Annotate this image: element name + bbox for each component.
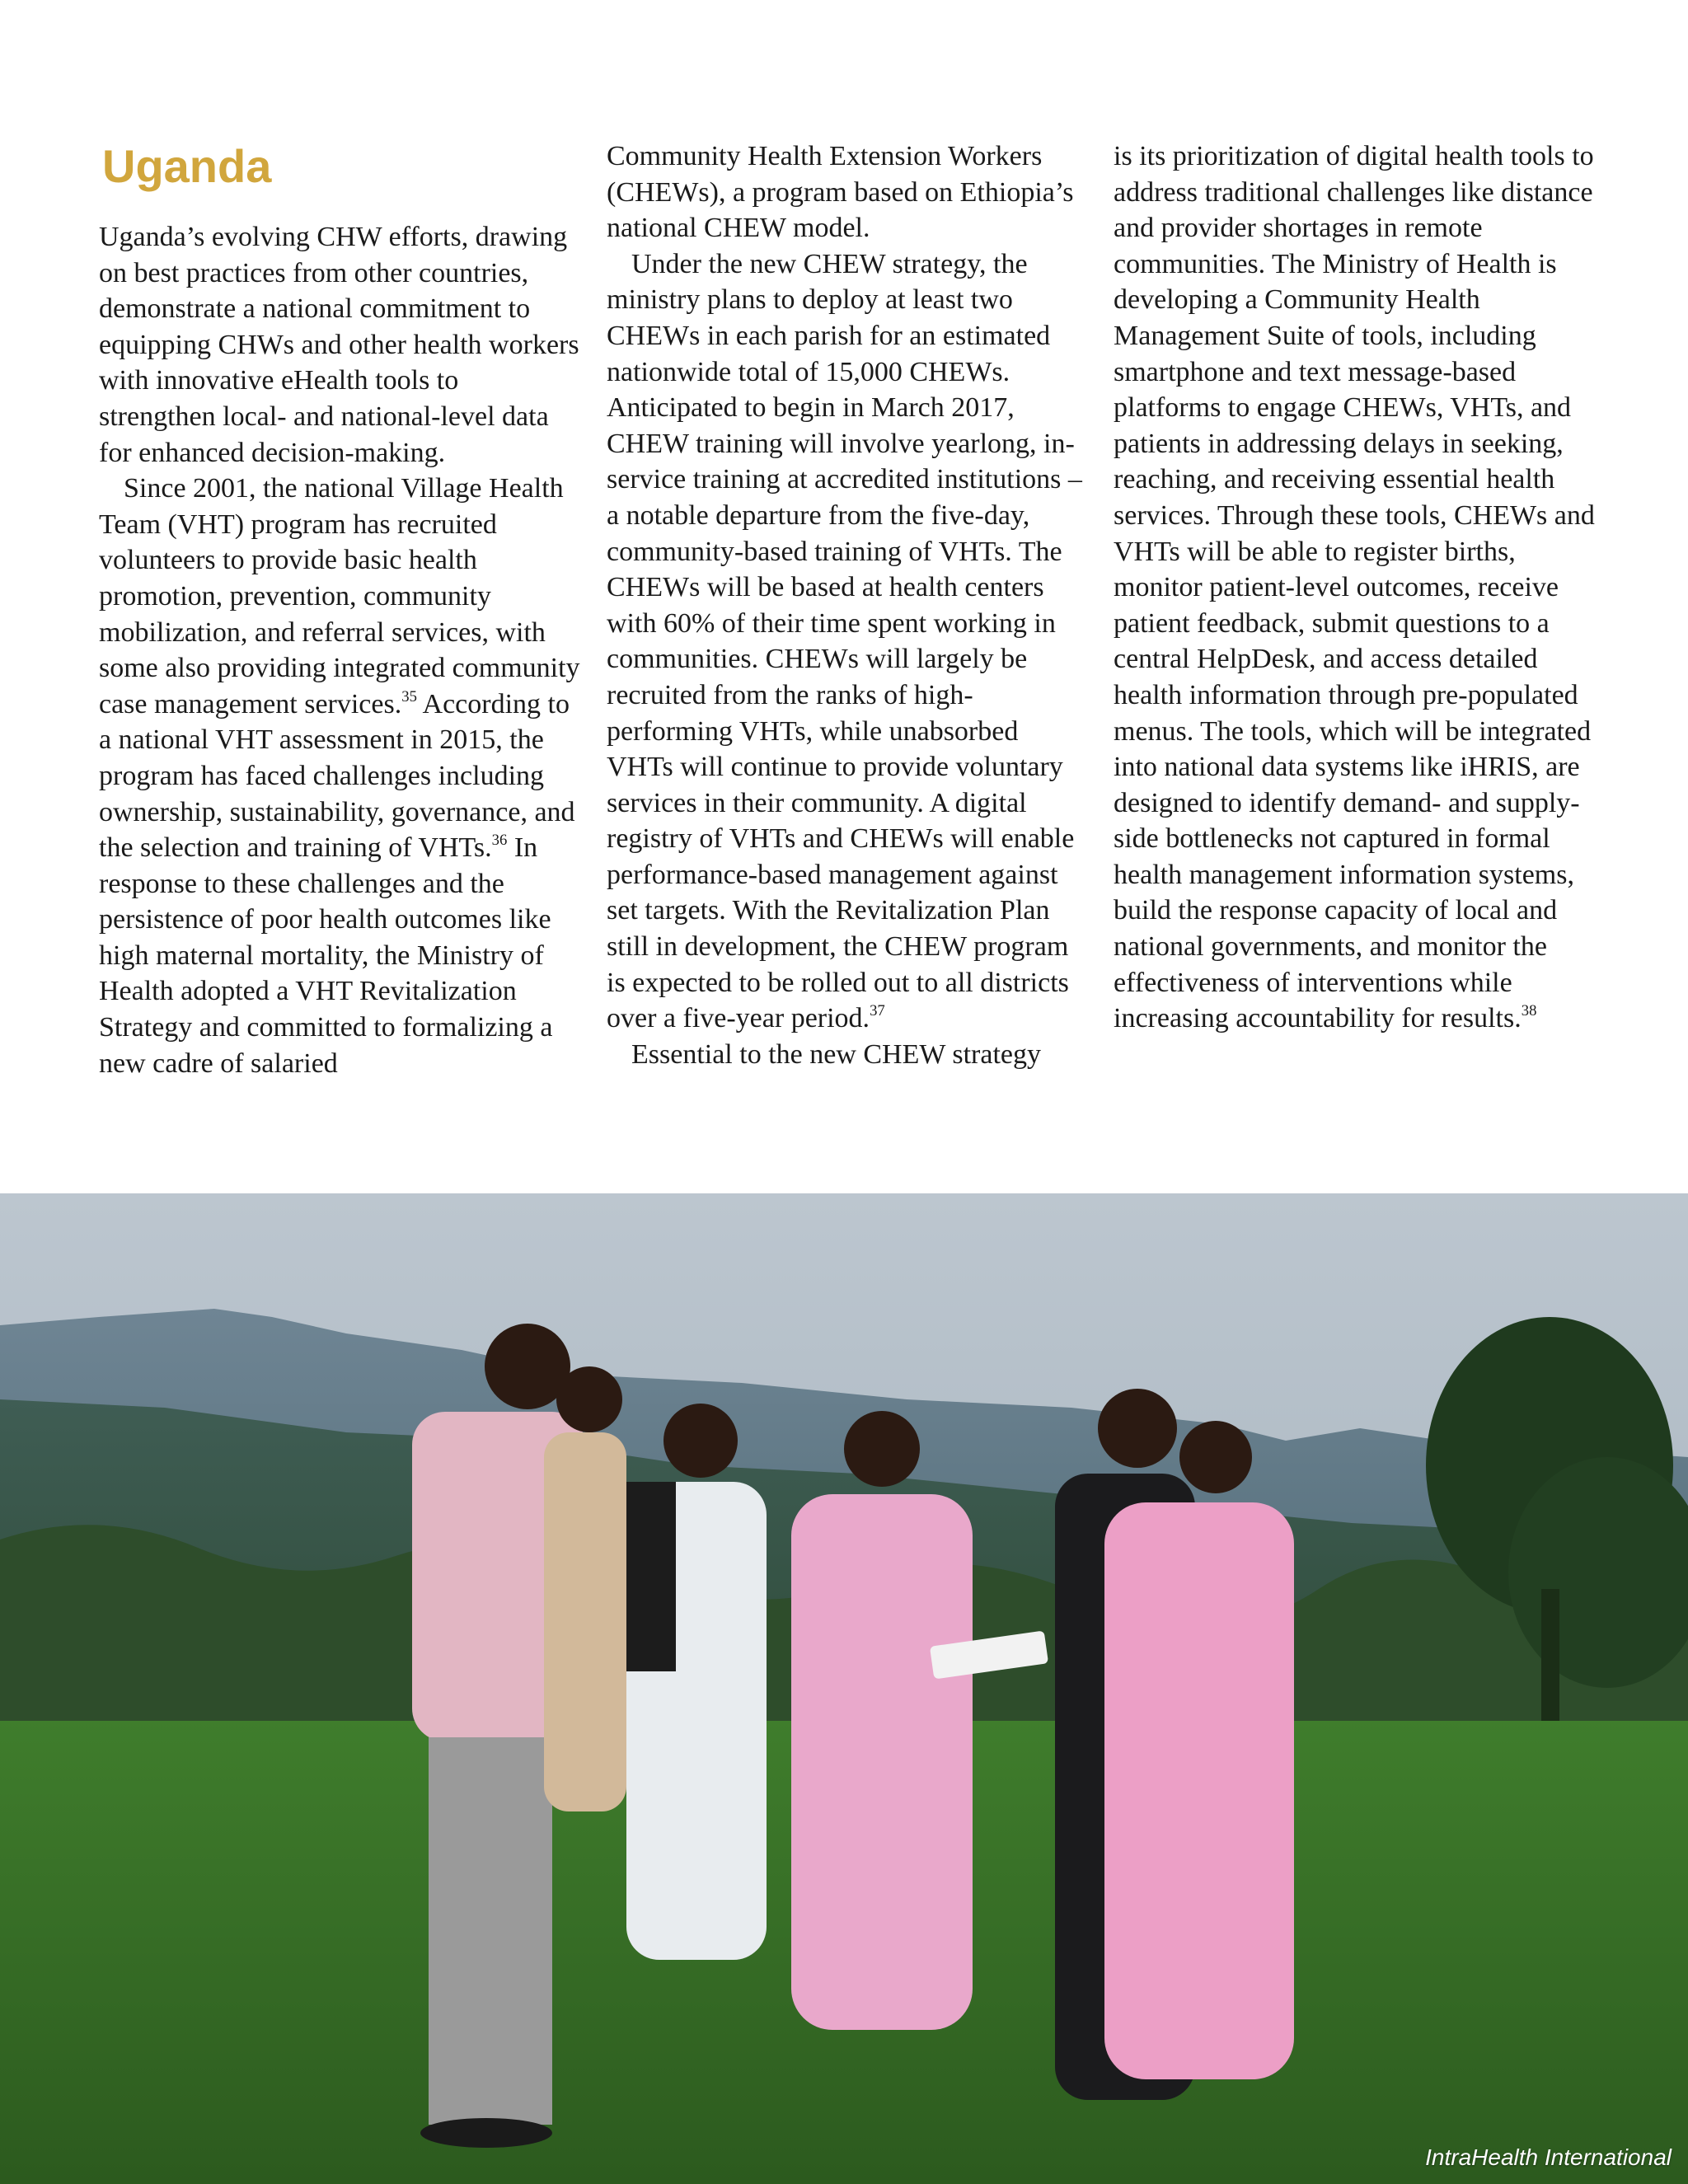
person-woman-3 bbox=[626, 1404, 767, 1960]
photo-illustration bbox=[0, 1193, 1688, 2184]
paragraph bbox=[1114, 138, 1596, 1037]
section-heading: Uganda bbox=[102, 140, 272, 192]
photo-health-workers bbox=[0, 1193, 1688, 2184]
footnote-ref: 36 bbox=[491, 832, 508, 850]
paragraph bbox=[607, 246, 1089, 1037]
footnote-ref: 37 bbox=[870, 1002, 885, 1020]
paragraph bbox=[607, 138, 1089, 246]
column-1 bbox=[99, 138, 581, 1081]
paragraph-text: Community Health Extension Workers (CHEWs), a program based on Ethiopia’s national CHEW model. bbox=[607, 141, 1074, 244]
paragraph-text: Under the new CHEW strategy, the ministry plans to deploy at least two CHEWs in each parish for an estimated nationwide total of 15,000 CHEWs. Anticipated to begin in March 2017, CHEW training will involve yearlong, in-service training at accredited institutions – a notable departure from the five-day, community-based training of VHTs. The CHEWs will be based at health centers with 60% of their time spent working in communities. CHEWs will largely be recruited from the ranks of high-performing VHTs, while unabsorbed VHTs will continue to provide voluntary services in their community. A digital registry of VHTs and CHEWs will enable performance-based management against set targets. With the Revitalization Plan still in development, the CHEW program is expected to be rolled out to all districts over a five-year period. bbox=[607, 248, 1082, 1034]
paragraph-text: Essential to the new CHEW strategy bbox=[631, 1038, 1041, 1070]
footnote-ref: 35 bbox=[401, 687, 417, 705]
paragraph-text: is its prioritization of digital health tools to address traditional challenges like distance and provider shortages in remote communities. The Ministry of Health is developing a Community Health Management Suite of tools, including smartphone and text message-based platforms to engage CHEWs, VHTs, and patients in addressing delays in seeking, reaching, and receiving essential health services. Through these tools, CHEWs and VHTs will be able to register births, monitor patient-level outcomes, receive patient feedback, submit questions to a central HelpDesk, and access detailed health information through pre-populated menus. The tools, which will be integrated into national data systems like iHRIS, are designed to identify demand- and supply-side bottlenecks not captured in formal health management information systems, build the response capacity of local and national governments, and monitor the effectiveness of interventions while increasing accountability for results. bbox=[1114, 141, 1595, 1034]
paragraph-text: Uganda’s evolving CHW efforts, drawing on best practices from other countries, demonstrate a national commitment to equipping CHWs and other health workers with innovative eHealth tools to strengthen local- and national-level data for enhanced decision-making. bbox=[99, 222, 579, 468]
person-woman-6 bbox=[1104, 1421, 1294, 2079]
paragraph-text: In response to these challenges and the persistence of poor health outcomes like high maternal mortality, the Ministry of Health adopted a VHT Revitalization Strategy and committed to formalizing a new cadre of salaried bbox=[99, 832, 553, 1079]
paragraph bbox=[99, 219, 581, 471]
paragraph bbox=[99, 471, 581, 1081]
article-body bbox=[0, 138, 1688, 1160]
person-woman-4 bbox=[791, 1411, 973, 2030]
paragraph-text: Since 2001, the national Village Health Team (VHT) program has recruited volunteers to provide basic health promotion, prevention, community mobilization, and referral services, with some also providing integrated community case management services. bbox=[99, 473, 580, 719]
photo-credit: IntraHealth International bbox=[1425, 2144, 1672, 2170]
footnote-ref: 38 bbox=[1521, 1002, 1537, 1020]
paragraph bbox=[607, 1037, 1089, 1073]
column-3 bbox=[1114, 138, 1596, 1037]
paragraph-text: According to a national VHT assessment in 2015, the program has faced challenges including ownership, sustainability, governance, and the selection and training of VHTs. bbox=[99, 688, 575, 864]
column-2 bbox=[607, 138, 1089, 1072]
